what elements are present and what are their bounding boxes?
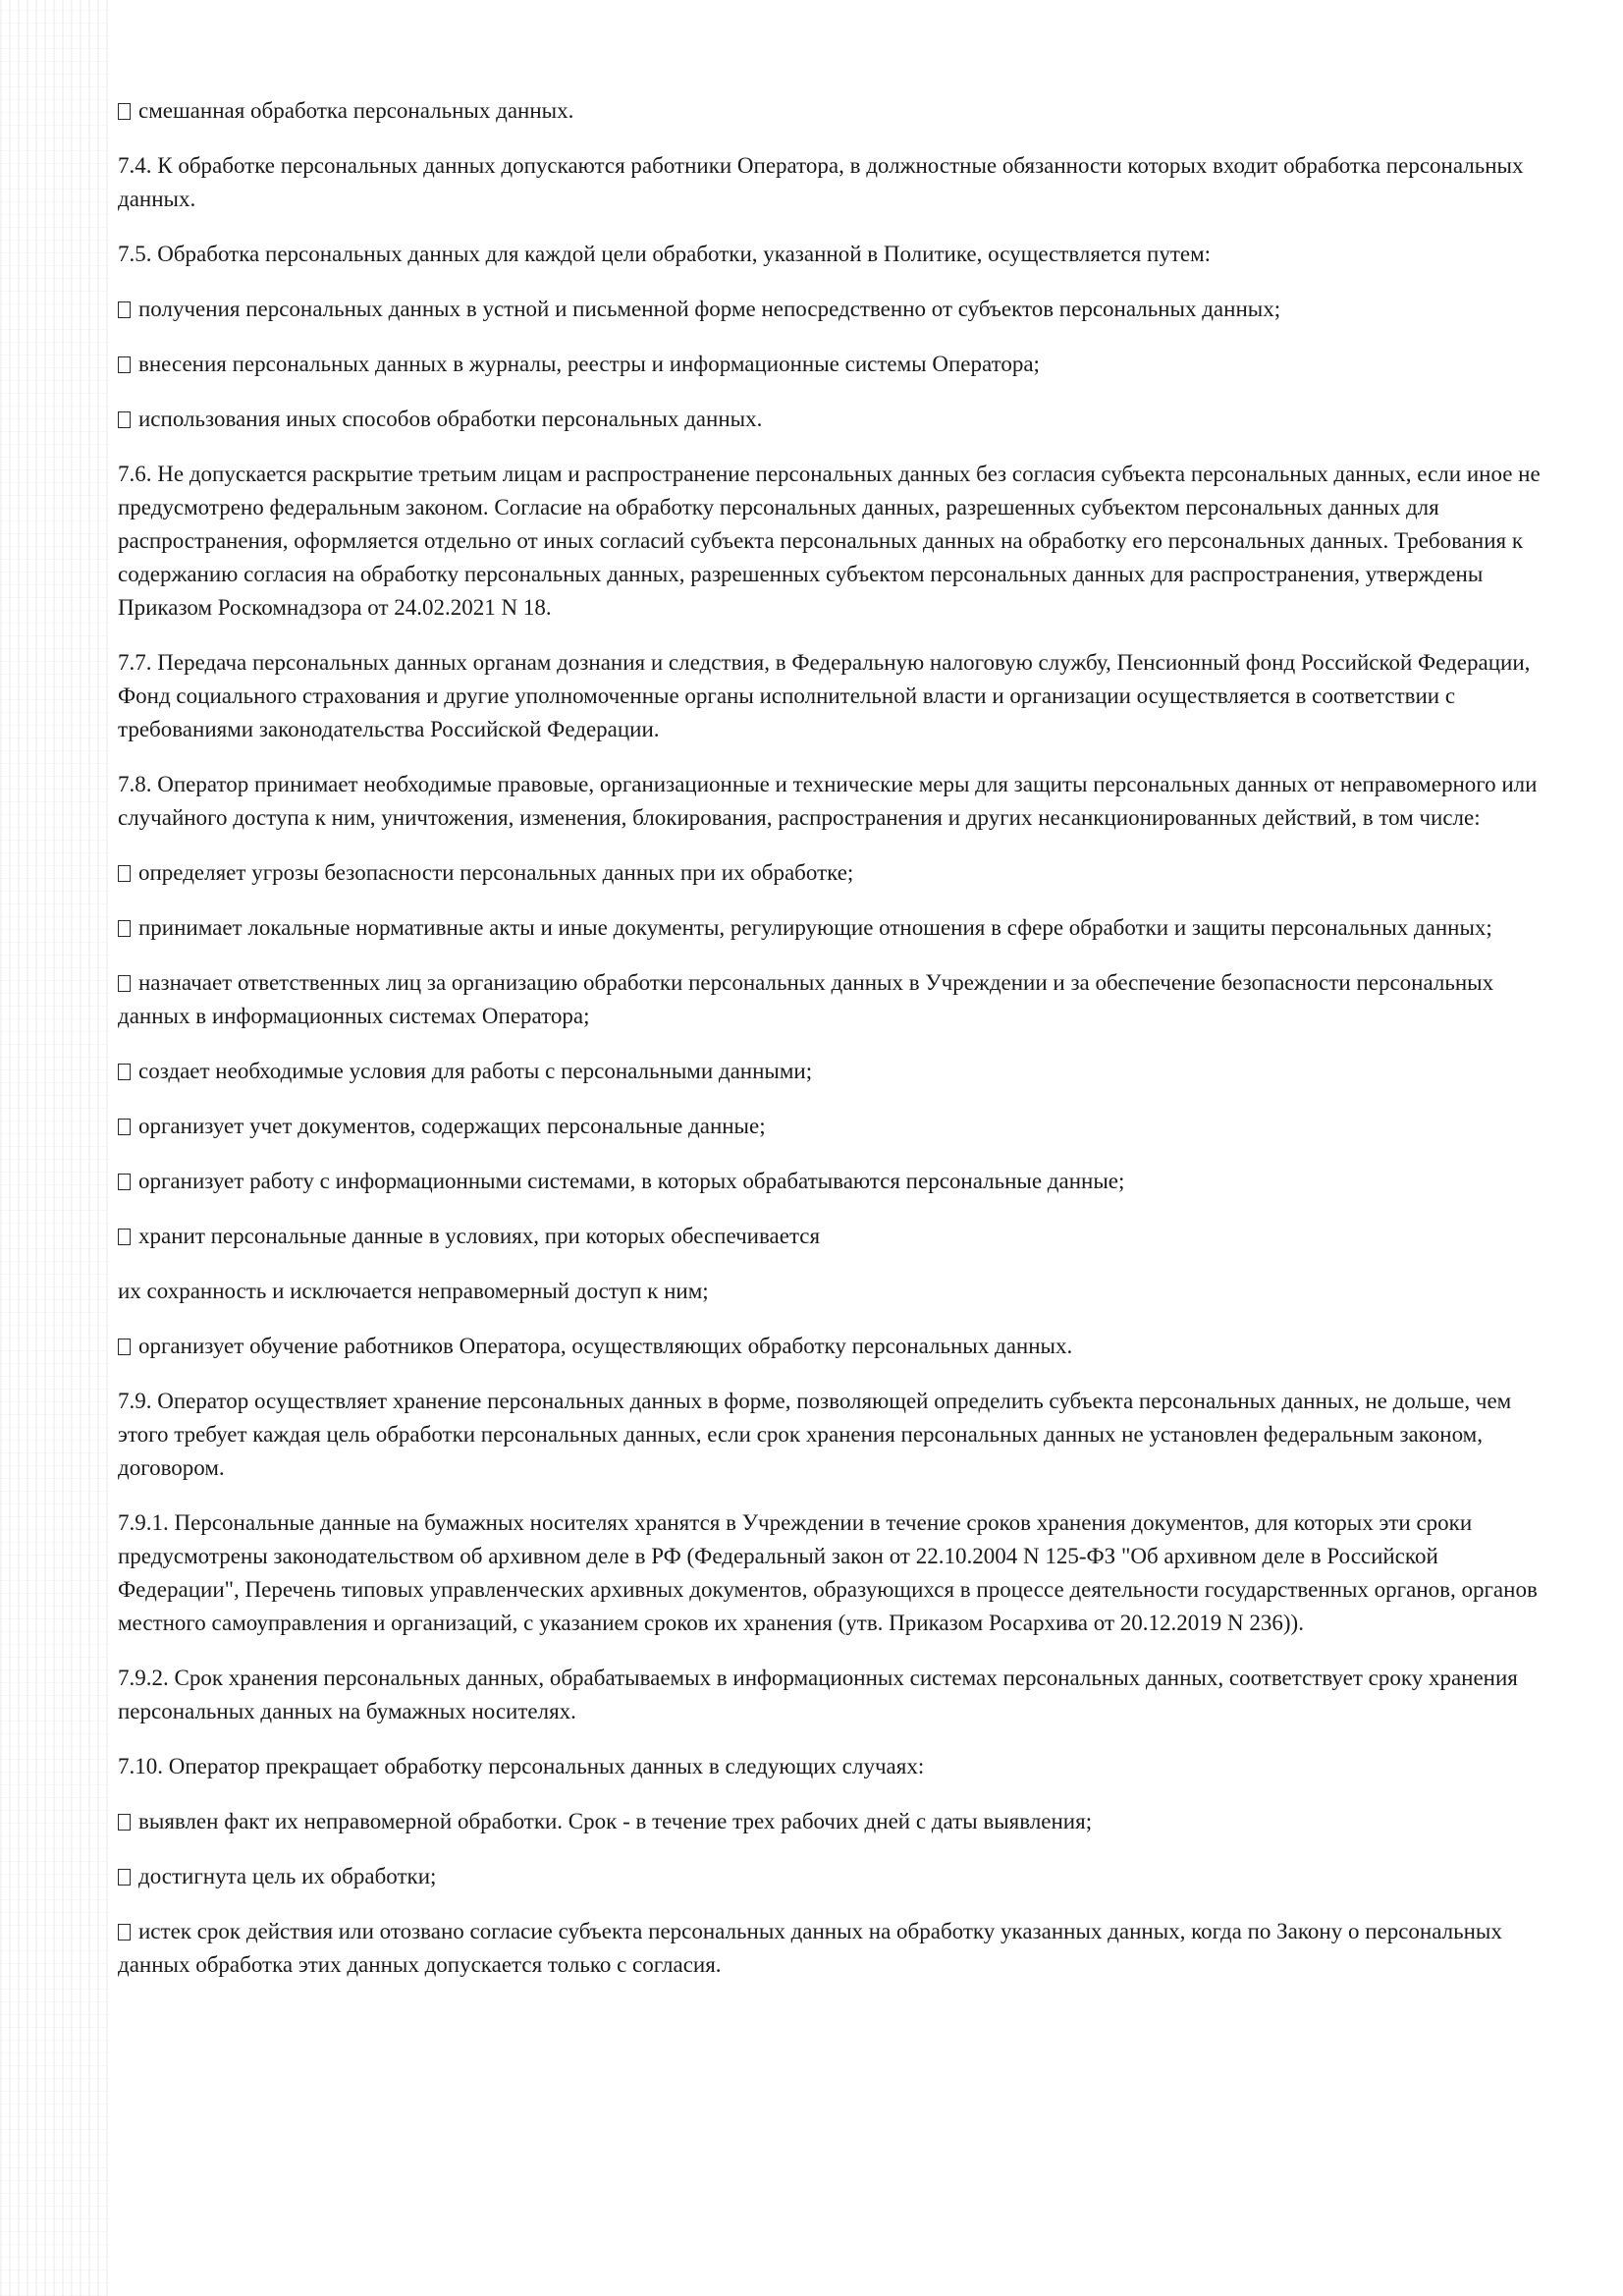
paragraph-7-8 [118, 768, 1546, 835]
checkbox-bullet-icon [118, 1814, 131, 1831]
list-item [118, 1220, 1546, 1253]
list-item [118, 403, 1546, 436]
paragraph-7-10 [118, 1750, 1546, 1783]
list-item [118, 911, 1546, 945]
checkbox-bullet-icon [118, 411, 131, 428]
paragraph-7-9 [118, 1385, 1546, 1485]
list-item [118, 94, 1546, 128]
paragraph-text: 7.9.2. Срок хранения персональных данных, обрабатываемых в информационных системах персональных данных, соответствует сроку хранения персональных данных на бумажных носителях. [118, 1666, 1518, 1723]
checkbox-bullet-icon [118, 1119, 131, 1135]
paragraph-text: их сохранность и исключается неправомерный доступ к ним; [118, 1279, 709, 1303]
list-item [118, 856, 1546, 890]
paragraph-text: истек срок действия или отозвано согласие субъекта персональных данных на обработку указанных данных, когда по Закону о персональных данных обработка этих данных допускается только с согласия. [118, 1919, 1502, 1977]
list-item [118, 1110, 1546, 1143]
paragraph-7-4 [118, 149, 1546, 216]
paragraph-text: смешанная обработка персональных данных. [138, 98, 574, 123]
paragraph-text: выявлен факт их неправомерной обработки. Срок - в течение трех рабочих дней с даты выявления; [138, 1809, 1093, 1833]
paragraph-text: 7.4. К обработке персональных данных допускаются работники Оператора, в должностные обязанности которых входит обработка персональных данных. [118, 153, 1524, 211]
checkbox-bullet-icon [118, 1229, 131, 1245]
list-item [118, 966, 1546, 1033]
list-item [118, 1165, 1546, 1198]
paragraph-7-9-2 [118, 1662, 1546, 1728]
paragraph-7-6 [118, 458, 1546, 625]
paragraph-text: хранит персональные данные в условиях, при которых обеспечивается [138, 1224, 821, 1248]
paragraph-text: организует работу с информационными системами, в которых обрабатываются персональные данные; [138, 1169, 1125, 1193]
paragraph-text: принимает локальные нормативные акты и иные документы, регулирующие отношения в сфере обработки и защиты персональных данных; [138, 915, 1492, 940]
paragraph-7-5 [118, 238, 1546, 271]
paragraph-text: создает необходимые условия для работы с персональными данными; [138, 1059, 813, 1083]
paragraph-text: использования иных способов обработки персональных данных. [138, 407, 763, 431]
list-item [118, 1805, 1546, 1838]
paragraph-text: назначает ответственных лиц за организацию обработки персональных данных в Учреждении и за обеспечение безопасности персональных данных в информационных системах Оператора; [118, 970, 1494, 1028]
checkbox-bullet-icon [118, 975, 131, 992]
paragraph-text: 7.6. Не допускается раскрытие третьим лицам и распространение персональных данных без согласия субъекта персональных данных, если иное не предусмотрено федеральным законом. Согласие на обработку персональных данных, разрешенных субъектом персональных данных для распространения, оформляется отдельно от иных согласий субъекта персональных данных на обработку его персональных данных. Требования к содержанию согласия на обработку персональных данных, разрешенных субъектом персональных данных для распространения, утверждены Приказом Роскомнадзора от 24.02.2021 N 18. [118, 462, 1541, 620]
paragraph-text: определяет угрозы безопасности персональных данных при их обработке; [138, 860, 854, 885]
paragraph-7-7 [118, 646, 1546, 746]
list-item [118, 348, 1546, 381]
paragraph-7-9-1 [118, 1506, 1546, 1640]
checkbox-bullet-icon [118, 301, 131, 318]
checkbox-bullet-icon [118, 920, 131, 937]
paragraph-text: внесения персональных данных в журналы, реестры и информационные системы Оператора; [138, 352, 1040, 376]
list-item-continuation [118, 1275, 1546, 1308]
checkbox-bullet-icon [118, 356, 131, 373]
paragraph-text: получения персональных данных в устной и письменной форме непосредственно от субъектов персональных данных; [138, 297, 1281, 321]
list-item [118, 1055, 1546, 1088]
checkbox-bullet-icon [118, 1869, 131, 1886]
checkbox-bullet-icon [118, 865, 131, 882]
paragraph-text: достигнута цель их обработки; [138, 1864, 437, 1888]
paragraph-text: 7.5. Обработка персональных данных для каждой цели обработки, указанной в Политике, осуществляется путем: [118, 242, 1212, 266]
document-page [118, 94, 1546, 2003]
paragraph-text: 7.9.1. Персональные данные на бумажных носителях хранятся в Учреждении в течение сроков хранения документов, для которых эти сроки предусмотрены законодательством об архивном деле в РФ (Федеральный закон от 22.10.2004 N 125-ФЗ "Об архивном деле в Российской Федерации", Перечень типовых управленческих архивных документов, образующихся в процессе деятельности государственных органов, органов местного самоуправления и организаций, с указанием сроков их хранения (утв. Приказом Росархива от 20.12.2019 N 236)). [118, 1510, 1538, 1635]
list-item [118, 1860, 1546, 1893]
list-item [118, 293, 1546, 326]
paragraph-text: 7.9. Оператор осуществляет хранение персональных данных в форме, позволяющей определить субъекта персональных данных, не дольше, чем этого требует каждая цель обработки персональных данных, если срок хранения персональных данных не установлен федеральным законом, договором. [118, 1389, 1512, 1480]
paragraph-text: организует обучение работников Оператора, осуществляющих обработку персональных данных. [138, 1334, 1073, 1358]
list-item [118, 1915, 1546, 1982]
checkbox-bullet-icon [118, 1339, 131, 1355]
paragraph-text: 7.10. Оператор прекращает обработку персональных данных в следующих случаях: [118, 1754, 925, 1778]
paragraph-text: 7.7. Передача персональных данных органам дознания и следствия, в Федеральную налоговую службу, Пенсионный фонд Российской Федерации, Фонд социального страхования и другие уполномоченные органы исполнительной власти и организации осуществляется в соответствии с требованиями законодательства Российской Федерации. [118, 650, 1531, 741]
checkbox-bullet-icon [118, 103, 131, 120]
paragraph-text: организует учет документов, содержащих персональные данные; [138, 1114, 766, 1138]
checkbox-bullet-icon [118, 1174, 131, 1190]
scan-margin-noise [0, 0, 108, 2296]
paragraph-text: 7.8. Оператор принимает необходимые правовые, организационные и технические меры для защиты персональных данных от неправомерного или случайного доступа к ним, уничтожения, изменения, блокирования, распространения и других несанкционированных действий, в том числе: [118, 772, 1538, 830]
checkbox-bullet-icon [118, 1924, 131, 1941]
checkbox-bullet-icon [118, 1064, 131, 1080]
list-item [118, 1330, 1546, 1363]
